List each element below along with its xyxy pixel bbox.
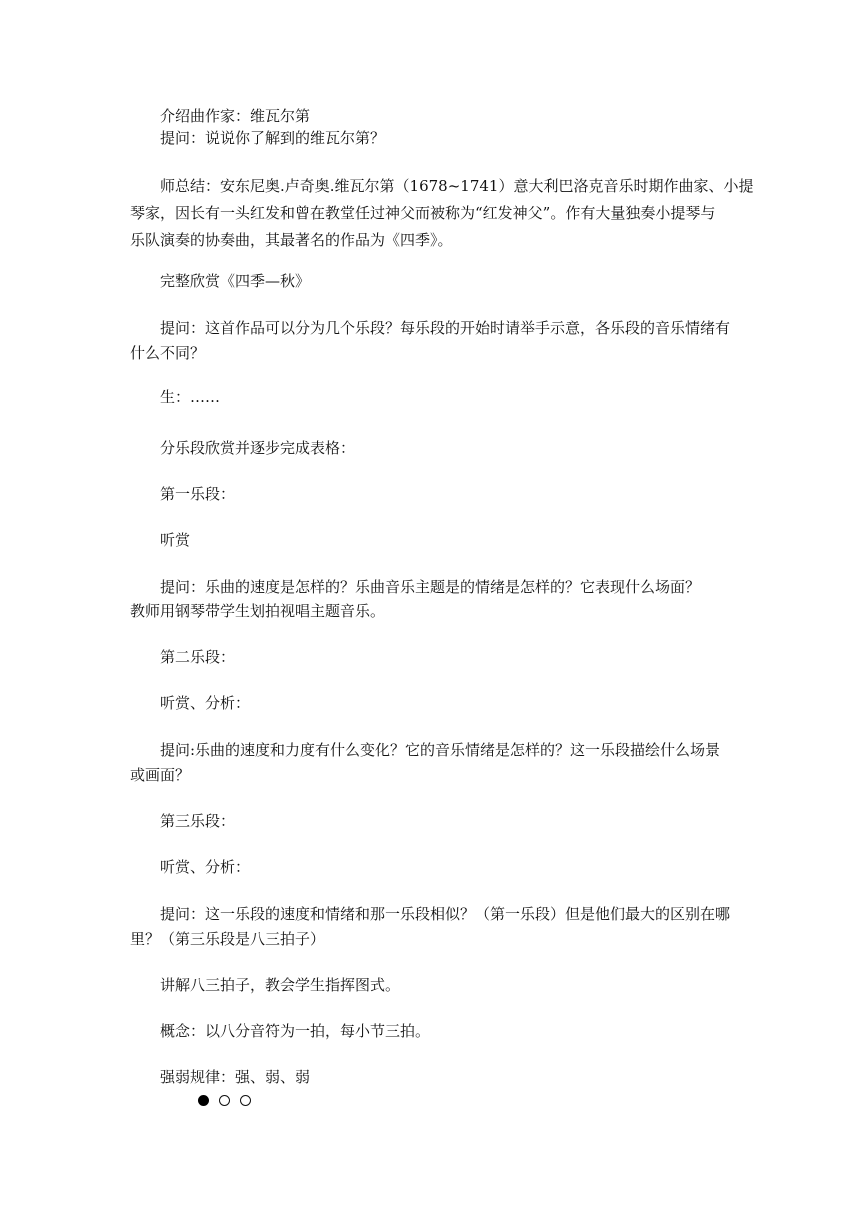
text-line-section-1-listen: 听赏 <box>160 531 191 549</box>
text-line-section-1-question: 提问：乐曲的速度是怎样的？乐曲音乐主题是的情绪是怎样的？它表现什么场面？ <box>160 578 701 596</box>
weak-beat-icon <box>219 1095 230 1106</box>
strong-beat-icon <box>198 1095 209 1106</box>
text-line-summary-2: 琴家，因长有一头红发和曾在教堂任过神父而被称为“红发神父”。作有大量独奏小提琴与 <box>130 204 716 222</box>
text-line-section-2-question-1: 提问:乐曲的速度和力度有什么变化？它的音乐情绪是怎样的？这一乐段描绘什么场景 <box>160 741 721 759</box>
text-line-explain-meter: 讲解八三拍子，教会学生指挥图式。 <box>160 976 401 994</box>
text-line-section-2-listen: 听赏、分析： <box>160 694 251 712</box>
text-line-concept: 概念：以八分音符为一拍，每小节三拍。 <box>160 1022 431 1040</box>
text-line-section-3-title: 第三乐段： <box>160 812 236 830</box>
text-line-section-2-title: 第二乐段： <box>160 648 236 666</box>
text-line-section-1-teacher: 教师用钢琴带学生划拍视唱主题音乐。 <box>130 602 386 620</box>
text-line-section-3-listen: 听赏、分析： <box>160 858 251 876</box>
weak-beat-icon <box>240 1095 251 1106</box>
text-line-section-3-question-2: 里？（第三乐段是八三拍子） <box>130 930 326 948</box>
text-line-student: 生：…… <box>160 388 221 406</box>
text-line-strong-weak: 强弱规律：强、弱、弱 <box>160 1068 311 1086</box>
text-line-summary-3: 乐队演奏的协奏曲，其最著名的作品为《四季》。 <box>130 231 453 249</box>
text-line-question-vivaldi: 提问：说说你了解到的维瓦尔第？ <box>160 129 386 147</box>
text-line-section-listen: 分乐段欣赏并逐步完成表格： <box>160 439 356 457</box>
text-line-section-1-title: 第一乐段： <box>160 485 236 503</box>
text-line-summary-1: 师总结：安东尼奥.卢奇奥.维瓦尔第（1678~1741）意大利巴洛克音乐时期作曲家、小提 <box>160 177 754 195</box>
text-line-section-3-question-1: 提问：这一乐段的速度和情绪和那一乐段相似？（第一乐段）但是他们最大的区别在哪 <box>160 905 731 923</box>
beat-pattern <box>198 1090 251 1110</box>
text-line-full-listen: 完整欣赏《四季—秋》 <box>160 272 311 290</box>
text-line-section-2-question-2: 或画面？ <box>130 766 191 784</box>
text-line-question-sections-2: 什么不同？ <box>130 344 206 362</box>
text-line-question-sections-1: 提问：这首作品可以分为几个乐段？每乐段的开始时请举手示意，各乐段的音乐情绪有 <box>160 319 731 337</box>
text-line-intro-composer: 介绍曲作家：维瓦尔第 <box>160 107 311 125</box>
